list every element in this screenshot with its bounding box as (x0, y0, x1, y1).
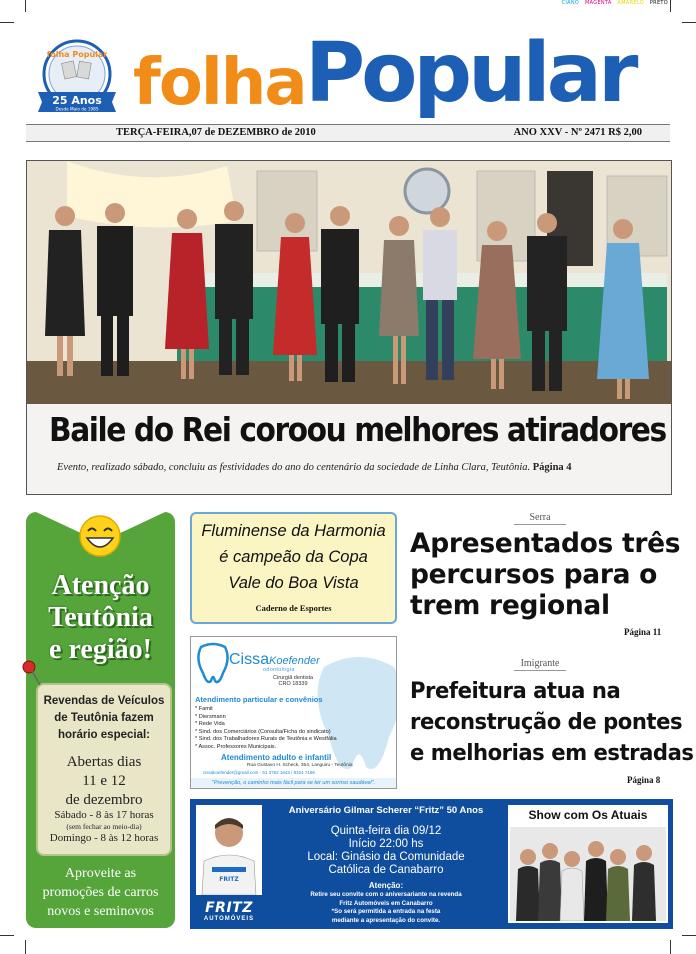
sports-teaser-line: Vale do Boa Vista (228, 574, 359, 592)
ad-dates-line: 11 e 12 (82, 773, 126, 789)
list-item-text: Famit (198, 706, 213, 712)
ad-hours-intro-line: Revendas de Veículos (43, 695, 165, 707)
hero-page-ref[interactable]: Página 4 (532, 462, 572, 473)
dentist-ad (190, 636, 397, 789)
ad-saturday-hours: Sábado - 8 às 17 horas (54, 809, 154, 821)
party-detail-line: Católica de Canabarro (328, 864, 444, 876)
headline-line: percursos para o (410, 559, 658, 590)
crop-mark (670, 0, 671, 12)
color-registration-marks (558, 0, 668, 6)
ad-hours-intro-line: de Teutônia fazem (54, 712, 154, 724)
list-item: * Diersmann (195, 713, 226, 720)
list-item: * Famit (195, 706, 213, 712)
seal-years: 25 Anos (52, 94, 102, 107)
dentist-first-name: Cissa (229, 651, 270, 668)
ad-promo-line: promoções de carros (42, 885, 159, 900)
band-photo-illustration (510, 827, 666, 921)
mark-yellow: AMARELO (617, 0, 644, 6)
dentist-specialty: odontologia (263, 667, 295, 673)
ad-hours-panel (36, 683, 172, 856)
dentist-credential-line: Cirurgiã dentista (273, 675, 314, 681)
list-item-text: Assoc. Professores Municipais. (198, 743, 277, 750)
story-headline-imigrante[interactable] (410, 676, 694, 769)
pushpin-icon (22, 660, 42, 686)
seal-title: folha Popular (46, 50, 108, 59)
ad-hours-intro (38, 693, 170, 744)
ad-schedule (38, 809, 170, 845)
party-title: Aniversário Gilmar Scherer “Fritz” 50 Anos (288, 805, 484, 816)
crop-mark (682, 935, 696, 936)
hero-headline[interactable]: Baile do Rei coroou melhores atiradores (49, 410, 666, 449)
dentist-contact: cissakoefender@gmail.com - 51 3762 1643 / 9324 7166 (203, 770, 315, 775)
dentist-surname: Koefender (269, 655, 320, 667)
party-note-line: Retire seu convite com o aniversariante na revenda (310, 891, 462, 898)
sports-section-label: Caderno de Esportes (255, 603, 332, 613)
party-notes (266, 891, 506, 925)
crop-mark (670, 940, 671, 954)
show-title: Show com Os Atuais (528, 808, 648, 822)
host-portrait-illustration (196, 805, 262, 895)
list-item-text: Diersmann (198, 713, 226, 720)
ad-sunday-hours: Domingo - 8 às 12 horas (49, 832, 159, 844)
list-item: * Assoc. Professores Municipais. (195, 743, 277, 750)
mark-magenta: MAGENTA (585, 0, 612, 6)
ad-promo-line: novos e seminovos (47, 904, 154, 919)
dentist-slogan: "Prevenção, o caminho mais fácil para se ter um sorriso saudável". (191, 778, 396, 789)
ad-title (30, 570, 171, 666)
ad-dates (38, 753, 170, 810)
headline-line: trem regional (410, 590, 610, 621)
crop-mark (0, 935, 14, 936)
party-detail-line: Quinta-feira dia 09/12 (330, 825, 442, 837)
sports-teaser-line: Fluminense da Harmonia (201, 522, 386, 540)
crop-mark (25, 940, 26, 954)
dentist-credentials (273, 675, 313, 687)
story-kicker-serra: Serra (510, 512, 570, 525)
hero-subhead (57, 462, 572, 473)
party-details (266, 825, 506, 877)
ad-hours-intro-line: horário especial: (57, 729, 151, 741)
list-item-text: Sind. dos Comerciários (Consulta/Ficha do sindicato) (198, 728, 331, 735)
list-item-text: Rede Vida (198, 721, 225, 728)
brand-word-folha: folha (133, 46, 306, 120)
sports-teaser-line: é campeão da Copa (219, 548, 368, 566)
fritz-logo-sub: AUTOMÓVEIS (203, 916, 255, 922)
dentist-audience-heading: Atendimento adulto e infantil (221, 753, 332, 762)
dentist-insurance-list (195, 706, 337, 752)
list-item-text: Sind. dos Trabalhadores Rurais de Teutônia e Westfália (198, 736, 337, 743)
hero-caption-box (27, 404, 671, 495)
issue-date: TERÇA-FEIRA,07 de DEZEMBRO de 2010 (116, 127, 316, 138)
mark-black: PRETO (649, 0, 668, 6)
tooth-logo-icon (195, 641, 231, 687)
dentist-service-heading: Atendimento particular e convênios (195, 695, 323, 704)
headline-line: e melhorias em estradas (410, 740, 694, 766)
story-page-ref-serra[interactable]: Página 11 (624, 627, 662, 637)
sports-teaser-headline (192, 518, 395, 596)
story-headline-serra[interactable] (410, 528, 680, 621)
hero-photo (26, 160, 672, 495)
ad-dates-line: Abertas dias (66, 754, 142, 770)
party-note-line: Fritz Automóveis em Canabarro (339, 899, 433, 907)
headline-line: Prefeitura atua na (410, 678, 621, 704)
story-page-ref-imigrante[interactable]: Página 8 (627, 775, 661, 785)
headline-line: Apresentados três (410, 528, 681, 559)
shirt-logo: FRITZ (219, 876, 239, 883)
crop-mark (0, 22, 14, 23)
list-item: * Sind. dos Comerciários (Consulta/Ficha do sindicato) (195, 728, 331, 735)
ad-promo-text (26, 864, 175, 921)
party-note-line: mediante a apresentação do convite. (331, 916, 441, 924)
brand-word-popular: Popular (305, 26, 635, 121)
birthday-party-ad (190, 799, 673, 929)
ad-dates-line: de dezembro (65, 792, 143, 808)
crop-mark (682, 22, 696, 23)
seal-since: Desde Maio de 1985 (55, 106, 99, 112)
party-attention-label: Atenção: (368, 881, 404, 890)
show-panel (508, 805, 668, 923)
list-item: * Rede Vida (195, 721, 225, 728)
ad-title-line: Teutônia (48, 602, 153, 633)
dentist-credential-line: CRO 18339 (278, 681, 308, 687)
smiley-icon (78, 514, 122, 558)
dentist-address: Rua Gustavo H. Scheck, 354, Languiru - Teutônia (247, 763, 353, 768)
fritz-logo: FRITZ (205, 900, 253, 916)
list-item: * Sind. dos Trabalhadores Rurais de Teutônia e Westfália (195, 736, 337, 743)
party-note-line: *So será permitida a entrada na festa (331, 908, 441, 915)
party-detail-line: Local: Ginásio da Comunidade (307, 851, 465, 863)
party-detail-line: Início 22:00 hs (348, 838, 424, 850)
ad-saturday-note: (sem fechar ao meio-dia) (66, 822, 142, 831)
ad-promo-line: Aproveite as (64, 866, 137, 881)
mark-cyan: CIANO (561, 0, 580, 6)
story-kicker-imigrante: Imigrante (505, 658, 575, 671)
ad-title-line: e região! (49, 634, 152, 665)
anniversary-seal (36, 38, 118, 118)
dateline-bar (26, 124, 670, 142)
hero-subhead-text: Evento, realizado sábado, concluiu as festividades do ano do centenário da sociedade de Linha Clara, Teutônia. (57, 462, 531, 473)
sports-teaser-box[interactable] (190, 512, 397, 624)
crop-mark (25, 0, 26, 12)
headline-line: reconstrução de pontes (410, 709, 683, 735)
issue-edition: ANO XXV - Nº 2471 R$ 2,00 (513, 127, 642, 138)
host-photo (196, 805, 262, 895)
ad-title-line: Atenção (51, 570, 150, 601)
